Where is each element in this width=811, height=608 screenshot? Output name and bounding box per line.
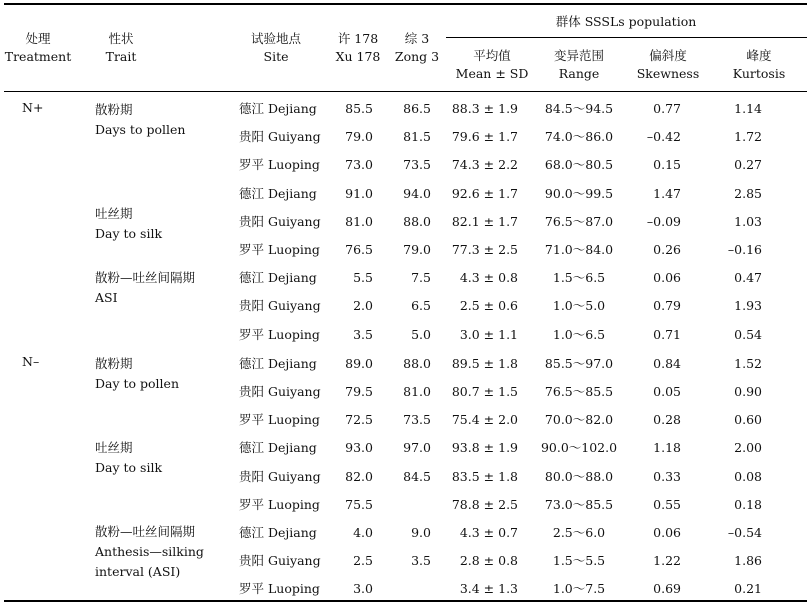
kurtosis-cell: 0.18 <box>734 496 762 512</box>
range-cell: 73.0～85.5 <box>544 496 614 512</box>
xu178-cell: 3.0 <box>353 581 373 597</box>
skewness-cell: 0.28 <box>653 412 681 428</box>
skewness-cell: –0.42 <box>646 129 681 145</box>
kurtosis-cell: –0.54 <box>727 525 762 540</box>
treatment-n-plus: N+ <box>22 100 44 115</box>
mean-cell: 75.4 ± 2.0 <box>451 412 518 428</box>
kurtosis-cell: 0.27 <box>734 157 762 173</box>
range-cell: 1.0～7.5 <box>552 581 606 597</box>
kurtosis-cell: 0.54 <box>734 326 762 342</box>
skewness-cell: 0.69 <box>653 581 681 597</box>
site-cell: 贵阳 Guiyang <box>239 553 321 569</box>
kurtosis-cell: 1.93 <box>734 298 762 314</box>
range-cell: 2.5～6.0 <box>552 525 606 540</box>
trait-block: 吐丝期 Day to silk <box>95 206 163 241</box>
header-skewness: 偏斜度 Skewness <box>636 48 700 81</box>
site-cell: 罗平 Luoping <box>239 157 320 173</box>
header-xu178: 许 178 Xu 178 <box>335 31 381 64</box>
bottom-rule <box>4 600 807 602</box>
range-cell: 71.0～84.0 <box>544 242 614 257</box>
header-range: 变异范围 Range <box>553 48 605 81</box>
top-rule <box>4 3 807 5</box>
site-cell: 贵阳 Guiyang <box>239 129 321 145</box>
header-rule <box>4 91 807 92</box>
site-cell: 罗平 Luoping <box>239 412 320 428</box>
skewness-cell: 0.06 <box>653 270 681 286</box>
mean-cell: 88.3 ± 1.9 <box>451 101 518 116</box>
skewness-cell: 0.06 <box>653 525 681 540</box>
site-cell: 德江 Dejiang <box>239 440 317 456</box>
xu178-cell: 81.0 <box>345 213 373 229</box>
kurtosis-cell: 1.03 <box>734 213 762 229</box>
zong3-cell: 94.0 <box>403 185 431 201</box>
kurtosis-cell: 1.14 <box>734 101 762 116</box>
range-cell: 80.0～88.0 <box>544 468 614 484</box>
skewness-cell: 0.79 <box>653 298 681 314</box>
kurtosis-cell: 2.85 <box>734 185 762 201</box>
site-cell: 德江 Dejiang <box>239 525 317 540</box>
xu178-cell: 4.0 <box>353 525 373 540</box>
mean-cell: 79.6 ± 1.7 <box>451 129 518 145</box>
group-rule <box>446 37 807 38</box>
zong3-cell: 5.0 <box>411 326 431 342</box>
mean-cell: 93.8 ± 1.9 <box>451 440 518 456</box>
kurtosis-cell: –0.16 <box>727 242 762 257</box>
xu178-cell: 2.0 <box>353 298 373 314</box>
mean-cell: 3.4 ± 1.3 <box>459 581 518 597</box>
site-cell: 罗平 Luoping <box>239 581 320 597</box>
trait-block: 吐丝期 Day to silk <box>95 440 163 475</box>
xu178-cell: 79.5 <box>345 384 373 399</box>
xu178-cell: 3.5 <box>353 326 373 342</box>
zong3-cell: 73.5 <box>403 157 431 173</box>
group-header: 群体 SSSLs population <box>555 14 697 29</box>
site-cell: 德江 Dejiang <box>239 355 317 371</box>
skewness-cell: 0.77 <box>653 101 681 116</box>
xu178-cell: 73.0 <box>345 157 373 173</box>
range-cell: 90.0～99.5 <box>544 185 614 201</box>
zong3-cell: 6.5 <box>411 298 431 314</box>
xu178-cell: 93.0 <box>345 440 373 456</box>
range-cell: 85.5～97.0 <box>544 355 614 371</box>
zong3-cell: 3.5 <box>411 553 431 569</box>
skewness-cell: 0.15 <box>653 157 681 173</box>
kurtosis-cell: 0.08 <box>734 468 762 484</box>
range-cell: 1.0～6.5 <box>552 326 606 342</box>
site-cell: 贵阳 Guiyang <box>239 384 321 399</box>
zong3-cell: 81.5 <box>403 129 431 145</box>
zong3-cell: 84.5 <box>403 468 431 484</box>
skewness-cell: 1.18 <box>653 440 681 456</box>
mean-cell: 4.3 ± 0.8 <box>459 270 518 286</box>
xu178-cell: 85.5 <box>345 101 373 116</box>
site-cell: 罗平 Luoping <box>239 242 320 257</box>
mean-cell: 3.0 ± 1.1 <box>459 326 518 342</box>
zong3-cell: 88.0 <box>403 355 431 371</box>
mean-cell: 80.7 ± 1.5 <box>451 384 518 399</box>
skewness-cell: 0.33 <box>653 468 681 484</box>
mean-cell: 89.5 ± 1.8 <box>451 355 518 371</box>
skewness-cell: 0.55 <box>653 496 681 512</box>
mean-cell: 74.3 ± 2.2 <box>451 157 518 173</box>
range-cell: 1.0～5.0 <box>552 298 606 314</box>
zong3-cell: 86.5 <box>403 101 431 116</box>
kurtosis-cell: 1.52 <box>734 355 762 371</box>
range-cell: 76.5～87.0 <box>544 213 614 229</box>
skewness-cell: 1.47 <box>653 185 681 201</box>
kurtosis-cell: 1.72 <box>734 129 762 145</box>
zong3-cell: 7.5 <box>411 270 431 286</box>
header-treatment: 处理 Treatment <box>4 31 72 64</box>
mean-cell: 83.5 ± 1.8 <box>451 468 518 484</box>
site-cell: 贵阳 Guiyang <box>239 213 321 229</box>
header-mean: 平均值 Mean ± SD <box>455 48 529 81</box>
xu178-cell: 91.0 <box>345 185 373 201</box>
xu178-cell: 89.0 <box>345 355 373 371</box>
zong3-cell: 81.0 <box>403 384 431 399</box>
trait-block: 散粉期 Days to pollen <box>95 102 186 137</box>
skewness-cell: 0.05 <box>653 384 681 399</box>
header-site: 试验地点 Site <box>250 31 302 64</box>
mean-cell: 78.8 ± 2.5 <box>451 496 518 512</box>
xu178-cell: 79.0 <box>345 129 373 145</box>
zong3-cell: 73.5 <box>403 412 431 428</box>
kurtosis-cell: 0.21 <box>734 581 762 597</box>
header-kurtosis: 峰度 Kurtosis <box>732 48 786 81</box>
zong3-cell: 97.0 <box>403 440 431 456</box>
kurtosis-cell: 1.86 <box>734 553 762 569</box>
xu178-cell: 2.5 <box>353 553 373 569</box>
treatment-n-minus: N– <box>22 354 40 369</box>
site-cell: 罗平 Luoping <box>239 496 320 512</box>
mean-cell: 77.3 ± 2.5 <box>451 242 518 257</box>
mean-cell: 92.6 ± 1.7 <box>451 185 518 201</box>
header-zong3: 综 3 Zong 3 <box>394 31 440 64</box>
xu178-cell: 75.5 <box>345 496 373 512</box>
mean-cell: 82.1 ± 1.7 <box>451 213 518 229</box>
range-cell: 1.5～5.5 <box>552 553 606 569</box>
trait-block: 散粉—吐丝间隔期 Anthesis—silking interval (ASI) <box>95 524 204 579</box>
site-cell: 德江 Dejiang <box>239 101 317 116</box>
zong3-cell: 88.0 <box>403 213 431 229</box>
mean-cell: 4.3 ± 0.7 <box>459 525 518 540</box>
skewness-cell: 0.71 <box>653 326 681 342</box>
skewness-cell: 0.84 <box>653 355 681 371</box>
range-cell: 90.0～102.0 <box>540 440 618 456</box>
trait-block: 散粉期 Day to pollen <box>95 356 180 391</box>
xu178-cell: 5.5 <box>353 270 373 286</box>
mean-cell: 2.8 ± 0.8 <box>459 553 518 569</box>
range-cell: 68.0～80.5 <box>544 157 614 173</box>
kurtosis-cell: 0.90 <box>734 384 762 399</box>
zong3-cell: 79.0 <box>403 242 431 257</box>
header-trait: 性状 Trait <box>105 31 137 64</box>
kurtosis-cell: 2.00 <box>734 440 762 456</box>
range-cell: 76.5～85.5 <box>544 384 614 399</box>
site-cell: 贵阳 Guiyang <box>239 468 321 484</box>
mean-cell: 2.5 ± 0.6 <box>459 298 518 314</box>
range-cell: 74.0～86.0 <box>544 129 614 145</box>
xu178-cell: 72.5 <box>345 412 373 428</box>
xu178-cell: 82.0 <box>345 468 373 484</box>
zong3-cell: 9.0 <box>411 525 431 540</box>
site-cell: 德江 Dejiang <box>239 185 317 201</box>
kurtosis-cell: 0.60 <box>734 412 762 428</box>
site-cell: 贵阳 Guiyang <box>239 298 321 314</box>
trait-block: 散粉—吐丝间隔期 ASI <box>95 270 196 305</box>
skewness-cell: –0.09 <box>646 213 681 229</box>
range-cell: 1.5～6.5 <box>552 270 606 286</box>
skewness-cell: 0.26 <box>653 242 681 257</box>
range-cell: 84.5～94.5 <box>544 101 614 116</box>
skewness-cell: 1.22 <box>653 553 681 569</box>
site-cell: 罗平 Luoping <box>239 326 320 342</box>
kurtosis-cell: 0.47 <box>734 270 762 286</box>
site-cell: 德江 Dejiang <box>239 270 317 286</box>
xu178-cell: 76.5 <box>345 242 373 257</box>
range-cell: 70.0～82.0 <box>544 412 614 428</box>
